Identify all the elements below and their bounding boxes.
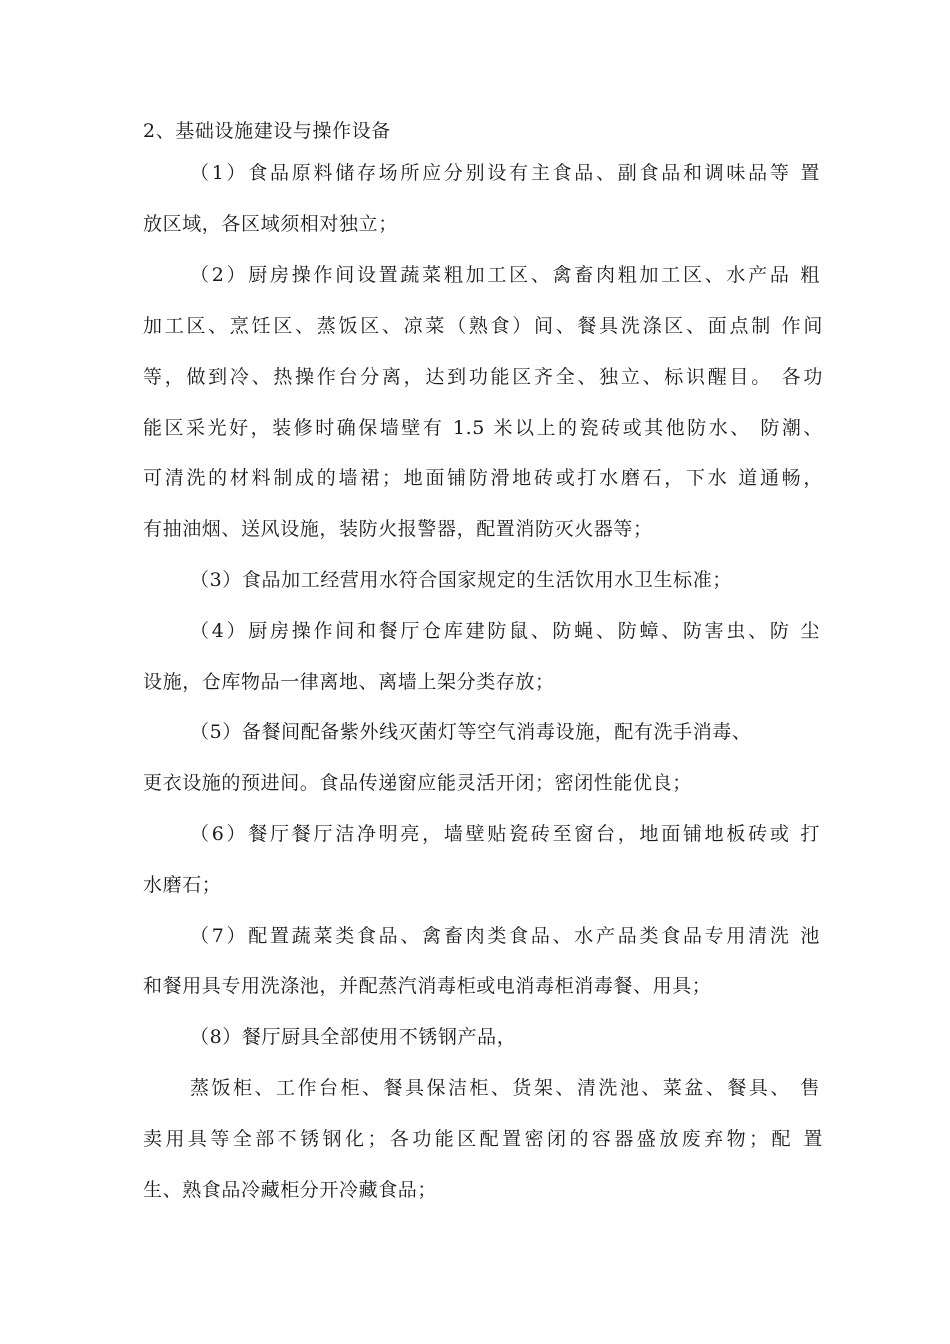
- paragraph-4-line-2: 设施，仓库物品一律离地、离墙上架分类存放；: [143, 671, 555, 693]
- paragraph-9-line-1: 蒸饭柜、工作台柜、餐具保洁柜、货架、清洗池、菜盆、餐具、 售: [190, 1077, 820, 1099]
- paragraph-9-line-3: 生、熟食品冷藏柜分开冷藏食品；: [143, 1179, 438, 1201]
- section-heading: 2、基础设施建设与操作设备: [143, 120, 391, 142]
- paragraph-2-line-6: 有抽油烟、送风设施，装防火报警器，配置消防灭火器等；: [143, 518, 653, 540]
- paragraph-1-line-1: （1）食品原料储存场所应分别设有主食品、副食品和调味品等 置: [190, 162, 820, 184]
- paragraph-2-line-3: 等，做到冷、热操作台分离，达到功能区齐全、独立、标识醒目。 各功: [143, 366, 823, 388]
- paragraph-5-line-1: （5）备餐间配备紫外线灭菌灯等空气消毒设施，配有洗手消毒、: [190, 721, 752, 743]
- paragraph-6-line-1: （6）餐厅餐厅洁净明亮，墙壁贴瓷砖至窗台，地面铺地板砖或 打: [190, 823, 820, 845]
- paragraph-7-line-2: 和餐用具专用洗涤池，并配蒸汽消毒柜或电消毒柜消毒餐、用具；: [143, 975, 712, 997]
- paragraph-2-line-1: （2）厨房操作间设置蔬菜粗加工区、禽畜肉粗加工区、水产品 粗: [190, 264, 820, 286]
- paragraph-2-line-2: 加工区、烹饪区、蒸饭区、凉菜（熟食）间、餐具洗涤区、面点制 作间: [143, 315, 823, 337]
- paragraph-2-line-5: 可清洗的材料制成的墙裙；地面铺防滑地砖或打水磨石，下水 道通畅，: [143, 467, 823, 489]
- paragraph-8-line-1: （8）餐厅厨具全部使用不锈钢产品，: [190, 1026, 517, 1048]
- paragraph-4-line-1: （4）厨房操作间和餐厅仓库建防鼠、防蝇、防蟑、防害虫、防 尘: [190, 620, 820, 642]
- paragraph-7-line-1: （7）配置蔬菜类食品、禽畜肉类食品、水产品类食品专用清洗 池: [190, 925, 820, 947]
- paragraph-6-line-2: 水磨石；: [143, 874, 222, 896]
- paragraph-1-line-2: 放区域，各区域须相对独立；: [143, 213, 398, 235]
- paragraph-5-line-2: 更衣设施的预进间。食品传递窗应能灵活开闭；密闭性能优良；: [143, 772, 692, 794]
- paragraph-3-line-1: （3）食品加工经营用水符合国家规定的生活饮用水卫生标准；: [190, 569, 732, 591]
- paragraph-2-line-4: 能区采光好，装修时确保墙壁有 1.5 米以上的瓷砖或其他防水、 防潮、: [143, 417, 823, 439]
- paragraph-9-line-2: 卖用具等全部不锈钢化；各功能区配置密闭的容器盛放废弃物；配 置: [143, 1128, 823, 1150]
